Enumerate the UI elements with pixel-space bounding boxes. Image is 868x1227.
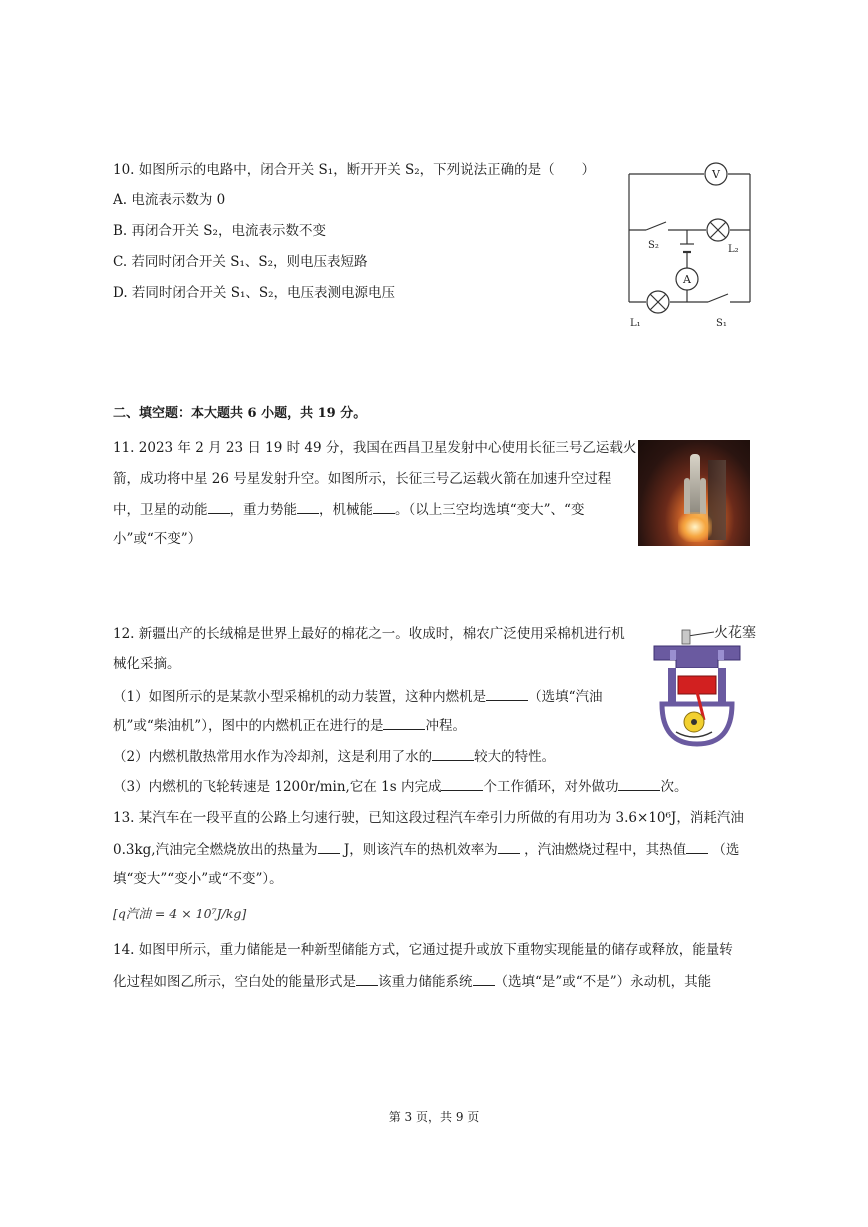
answer-blank[interactable] bbox=[373, 499, 395, 514]
q12-p1-text-b: （选填“汽油 bbox=[528, 689, 603, 705]
q12-part-1-line-2 bbox=[113, 715, 466, 736]
q14-text-a: 化过程如图乙所示，空白处的能量形式是 bbox=[113, 974, 356, 990]
q11-text-d: 。（以上三空均选填“变大”、“变 bbox=[395, 502, 585, 518]
q12-part-1-line-1 bbox=[113, 686, 603, 707]
q13-line-2 bbox=[113, 839, 739, 860]
q13-line-1: 13. 某汽车在一段平直的公路上匀速行驶，已知这段过程汽车牵引力所做的有用功为 3.6×10⁶J，消耗汽油 bbox=[113, 810, 744, 826]
answer-blank[interactable] bbox=[618, 776, 660, 791]
circuit-diagram bbox=[618, 160, 760, 335]
q14-line-1: 14. 如图甲所示，重力储能是一种新型储能方式，它通过提升或放下重物实现能量的储存或释放，能量转 bbox=[113, 942, 733, 958]
q12-line-2: 械化采摘。 bbox=[113, 656, 181, 672]
spark-plug-label: 火花塞 bbox=[714, 625, 756, 641]
l1-label: L₁ bbox=[630, 318, 641, 329]
q12-p1-text-c: 机”或“柴油机”），图中的内燃机正在进行的是 bbox=[113, 718, 384, 734]
q11-text-b: ，重力势能 bbox=[229, 502, 297, 518]
answer-blank[interactable] bbox=[297, 499, 319, 514]
q13-text-d: （选 bbox=[712, 842, 740, 858]
q14-text-b: 该重力储能系统 bbox=[378, 974, 473, 990]
q12-p3-text-b: 个工作循环，对外做功 bbox=[483, 779, 619, 795]
rocket-launch-photo bbox=[638, 440, 750, 546]
q10-option-c: C. 若同时闭合开关 S₁、S₂，则电压表短路 bbox=[113, 254, 368, 270]
answer-blank[interactable] bbox=[486, 686, 528, 701]
q12-part-2 bbox=[113, 746, 555, 767]
q12-p3-text-c: 次。 bbox=[660, 779, 688, 795]
answer-blank[interactable] bbox=[383, 715, 425, 730]
q12-p2-text-b: 较大的特性。 bbox=[474, 749, 556, 765]
q12-p1-text-a: （1）如图所示的是某款小型采棉机的动力装置，这种内燃机是 bbox=[113, 689, 487, 705]
l2-label: L₂ bbox=[728, 244, 739, 255]
q10-option-b: B. 再闭合开关 S₂，电流表示数不变 bbox=[113, 223, 326, 239]
answer-blank[interactable] bbox=[473, 971, 495, 986]
voltmeter-label: V bbox=[712, 168, 720, 181]
q11-line-2: 箭，成功将中星 26 号星发射升空。如图所示，长征三号乙运载火箭在加速升空过程 bbox=[113, 471, 612, 487]
q12-p1-text-d: 冲程。 bbox=[425, 718, 466, 734]
answer-blank[interactable] bbox=[441, 776, 483, 791]
q11-line-1: 11. 2023 年 2 月 23 日 19 时 49 分，我国在西昌卫星发射中心使用长征三号乙运载火 bbox=[113, 440, 637, 456]
q10-option-d: D. 若同时闭合开关 S₁、S₂，电压表测电源电压 bbox=[113, 285, 396, 301]
q11-line-4: 小”或“不变”） bbox=[113, 531, 202, 547]
section-heading: 二、填空题：本大题共 6 小题，共 19 分。 bbox=[113, 406, 367, 421]
q12-p2-text-a: （2）内燃机散热常用水作为冷却剂，这是利用了水的 bbox=[113, 749, 433, 765]
q13-text-a: 0.3kg,汽油完全燃烧放出的热量为 bbox=[113, 842, 318, 858]
answer-blank[interactable] bbox=[498, 839, 520, 854]
q13-line-3: 填“变大”“变小”或“不变”）。 bbox=[113, 871, 283, 887]
answer-blank[interactable] bbox=[686, 839, 708, 854]
answer-blank[interactable] bbox=[318, 839, 340, 854]
q14-text-c: （选填“是”或“不是”）永动机，其能 bbox=[494, 974, 712, 990]
q12-line-1: 12. 新疆出产的长绒棉是世界上最好的棉花之一。收成时，棉农广泛使用采棉机进行机 bbox=[113, 626, 625, 642]
answer-blank[interactable] bbox=[356, 971, 378, 986]
q11-text-a: 中，卫星的动能 bbox=[113, 502, 208, 518]
answer-blank[interactable] bbox=[208, 499, 230, 514]
engine-diagram bbox=[648, 620, 758, 748]
q10-stem: 10. 如图所示的电路中，闭合开关 S₁，断开开关 S₂，下列说法正确的是（ ） bbox=[113, 162, 596, 178]
answer-blank[interactable] bbox=[432, 746, 474, 761]
q11-line-3 bbox=[113, 499, 584, 520]
q13-text-c: ，汽油燃烧过程中，其热值 bbox=[524, 842, 687, 858]
q13-formula: [q汽油 = 4 × 10⁷J/kg] bbox=[113, 906, 247, 921]
q13-text-b: J，则该汽车的热机效率为 bbox=[343, 842, 498, 858]
q14-line-2 bbox=[113, 971, 711, 992]
q10-option-a: A. 电流表示数为 0 bbox=[113, 192, 226, 208]
q11-text-c: ，机械能 bbox=[319, 502, 373, 518]
ammeter-label: A bbox=[683, 273, 691, 286]
q12-part-3 bbox=[113, 776, 687, 797]
page-footer: 第 3 页，共 9 页 bbox=[388, 1110, 480, 1124]
s2-label: S₂ bbox=[648, 240, 659, 251]
q12-p3-text-a: （3）内燃机的飞轮转速是 1200r/min,它在 1s 内完成 bbox=[113, 779, 442, 795]
s1-label: S₁ bbox=[716, 318, 727, 329]
